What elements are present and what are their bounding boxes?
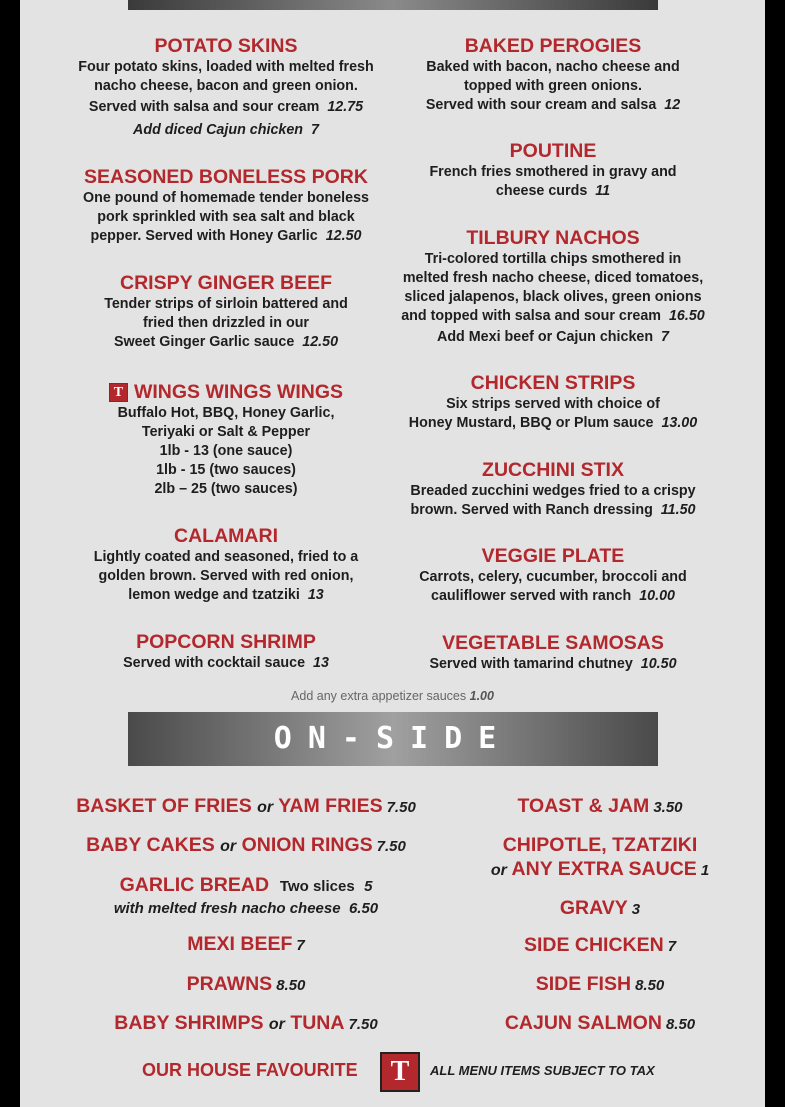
- menu-item-wings: [66, 380, 386, 499]
- item-desc: One pound of homemade tender boneless: [83, 190, 369, 206]
- item-desc: Tri-colored tortilla chips smothered in: [424, 251, 682, 267]
- house-favourite-icon: T: [109, 383, 128, 402]
- side-garlic-bread: GARLIC BREAD Two slices 5 with melted fresh nacho cheese 6.50: [113, 874, 379, 917]
- side-price: 7.50: [348, 1016, 378, 1033]
- item-price: 10.00: [639, 588, 675, 604]
- item-title: VEGETABLE SAMOSAS: [442, 632, 664, 654]
- item-desc: 1lb - 13 (one sauce): [159, 443, 293, 459]
- item-price: 16.50: [668, 308, 705, 324]
- item-title: POTATO SKINS: [154, 35, 298, 57]
- item-desc: golden brown. Served with red onion,: [98, 568, 354, 584]
- item-price: 12.50: [302, 334, 339, 350]
- item-desc: Lightly coated and seasoned, fried to a: [93, 549, 359, 565]
- top-banner: [128, 0, 658, 10]
- sauce-note: Add any extra appetizer sauces 1.00: [291, 689, 494, 703]
- menu-item-seasoned-boneless-pork: [66, 165, 386, 246]
- side-price: 1: [700, 862, 710, 879]
- item-desc: Four potato skins, loaded with melted fresh: [78, 59, 374, 75]
- item-desc: Baked with bacon, nacho cheese and: [426, 59, 680, 75]
- item-extra: Add diced Cajun chicken: [133, 122, 304, 138]
- house-logo-icon: T: [380, 1052, 420, 1092]
- item-price: 13: [313, 655, 329, 671]
- side-price: 6.50: [348, 900, 379, 917]
- side-chicken: SIDE CHICKEN 7: [523, 934, 677, 956]
- menu-item-popcorn-shrimp: [66, 630, 386, 673]
- menu-item-baked-perogies: [388, 34, 718, 115]
- item-desc: Served with sour cream and salsa: [425, 97, 657, 113]
- side-price: 8.50: [635, 977, 665, 994]
- menu-page: [20, 0, 765, 1107]
- item-desc: topped with green onions.: [464, 78, 642, 94]
- item-desc: cauliflower served with ranch: [431, 588, 632, 604]
- menu-item-veggie-plate: [388, 544, 718, 606]
- item-desc: pork sprinkled with sea salt and black: [97, 209, 355, 225]
- side-price: 8.50: [276, 977, 306, 994]
- side-fish: SIDE FISH 8.50: [535, 973, 665, 995]
- side-price: 7.50: [376, 838, 406, 855]
- item-desc: Teriyaki or Salt & Pepper: [141, 424, 311, 440]
- item-title: POPCORN SHRIMP: [136, 631, 316, 653]
- item-desc: Buffalo Hot, BBQ, Honey Garlic,: [117, 405, 335, 421]
- item-desc: Carrots, celery, cucumber, broccoli and: [419, 569, 687, 585]
- item-desc: Served with salsa and sour cream: [88, 99, 320, 115]
- menu-item-poutine: [388, 139, 718, 201]
- item-desc: nacho cheese, bacon and green onion.: [94, 78, 358, 94]
- item-desc: 1lb - 15 (two sauces): [156, 462, 296, 478]
- item-price: 12.75: [327, 99, 364, 115]
- side-fries: BASKET OF FRIES or YAM FRIES 7.50: [76, 795, 416, 817]
- side-prawns: PRAWNS 8.50: [186, 973, 306, 995]
- item-title: CALAMARI: [174, 525, 278, 547]
- item-title: SEASONED BONELESS PORK: [84, 166, 368, 188]
- side-price: 5: [364, 878, 373, 895]
- side-baby-cakes: BABY CAKES or ONION RINGS 7.50: [86, 834, 406, 856]
- item-desc: melted fresh nacho cheese, diced tomatoes,: [402, 270, 704, 286]
- item-price: 11.50: [660, 502, 696, 518]
- side-price: 8.50: [665, 1016, 696, 1033]
- item-price: 12: [664, 97, 681, 113]
- item-desc: Sweet Ginger Garlic sauce: [113, 334, 295, 350]
- item-price: 13: [307, 587, 324, 603]
- item-extra-price: 7: [661, 329, 669, 345]
- item-title: ZUCCHINI STIX: [482, 459, 624, 481]
- side-price: 7: [667, 938, 677, 955]
- item-desc: Six strips served with choice of: [446, 396, 660, 412]
- item-desc: Served with tamarind chutney: [429, 656, 633, 672]
- item-desc: Tender strips of sirloin battered and: [104, 296, 348, 312]
- side-baby-shrimps: BABY SHRIMPS or TUNA 7.50: [114, 1012, 378, 1034]
- item-desc: Honey Mustard, BBQ or Plum sauce: [408, 415, 654, 431]
- item-desc: sliced jalapenos, black olives, green onions: [404, 289, 702, 305]
- item-desc: fried then drizzled in our: [142, 315, 309, 331]
- side-price: 7: [296, 937, 305, 954]
- menu-item-potato-skins: [66, 34, 386, 140]
- item-desc: Breaded zucchini wedges fried to a crispy: [410, 483, 696, 499]
- sauce-price: 1.00: [469, 689, 494, 703]
- item-desc: lemon wedge and tzatziki: [128, 587, 300, 603]
- item-price: 11: [595, 183, 611, 199]
- menu-item-zucchini-stix: [388, 458, 718, 520]
- item-price: 12.50: [325, 228, 362, 244]
- item-desc: cheese curds: [495, 183, 588, 199]
- item-title: POUTINE: [509, 140, 597, 162]
- side-price: 7.50: [386, 799, 416, 816]
- house-favourite-label: OUR HOUSE FAVOURITE: [142, 1060, 358, 1080]
- tax-note: ALL MENU ITEMS SUBJECT TO TAX: [430, 1063, 655, 1078]
- item-title: VEGGIE PLATE: [481, 545, 625, 567]
- side-price: 3: [631, 901, 641, 918]
- side-price: 3.50: [653, 799, 683, 816]
- item-extra-price: 7: [311, 122, 319, 138]
- onside-banner: ON-SIDE: [128, 712, 658, 766]
- item-title: CHICKEN STRIPS: [470, 372, 636, 394]
- item-desc: 2lb – 25 (two sauces): [154, 481, 298, 497]
- side-cajun-salmon: CAJUN SALMON 8.50: [504, 1012, 696, 1034]
- side-gravy: GRAVY 3: [559, 897, 641, 919]
- item-desc: and topped with salsa and sour cream: [401, 308, 662, 324]
- menu-item-calamari: [66, 524, 386, 605]
- item-title: BAKED PEROGIES: [464, 35, 642, 57]
- item-price: 10.50: [640, 656, 677, 672]
- item-title: WINGS WINGS WINGS: [133, 381, 344, 403]
- menu-item-tilbury-nachos: [388, 226, 718, 347]
- item-extra: Add Mexi beef or Cajun chicken: [437, 329, 654, 345]
- side-toast-jam: TOAST & JAM 3.50: [517, 795, 683, 817]
- side-mexi-beef: MEXI BEEF 7: [187, 933, 305, 955]
- item-price: 13.00: [661, 415, 698, 431]
- menu-item-crispy-ginger-beef: [66, 271, 386, 352]
- menu-item-vegetable-samosas: [388, 631, 718, 674]
- item-desc: brown. Served with Ranch dressing: [410, 502, 653, 518]
- item-desc: pepper. Served with Honey Garlic: [90, 228, 318, 244]
- item-title: CRISPY GINGER BEEF: [119, 272, 332, 294]
- item-desc: French fries smothered in gravy and: [429, 164, 677, 180]
- footer: [20, 1052, 765, 1092]
- item-title: TILBURY NACHOS: [466, 227, 640, 249]
- item-desc: Served with cocktail sauce: [123, 655, 306, 671]
- side-chipotle: CHIPOTLE, TZATZIKI or ANY EXTRA SAUCE 1: [490, 834, 710, 880]
- menu-item-chicken-strips: [388, 371, 718, 433]
